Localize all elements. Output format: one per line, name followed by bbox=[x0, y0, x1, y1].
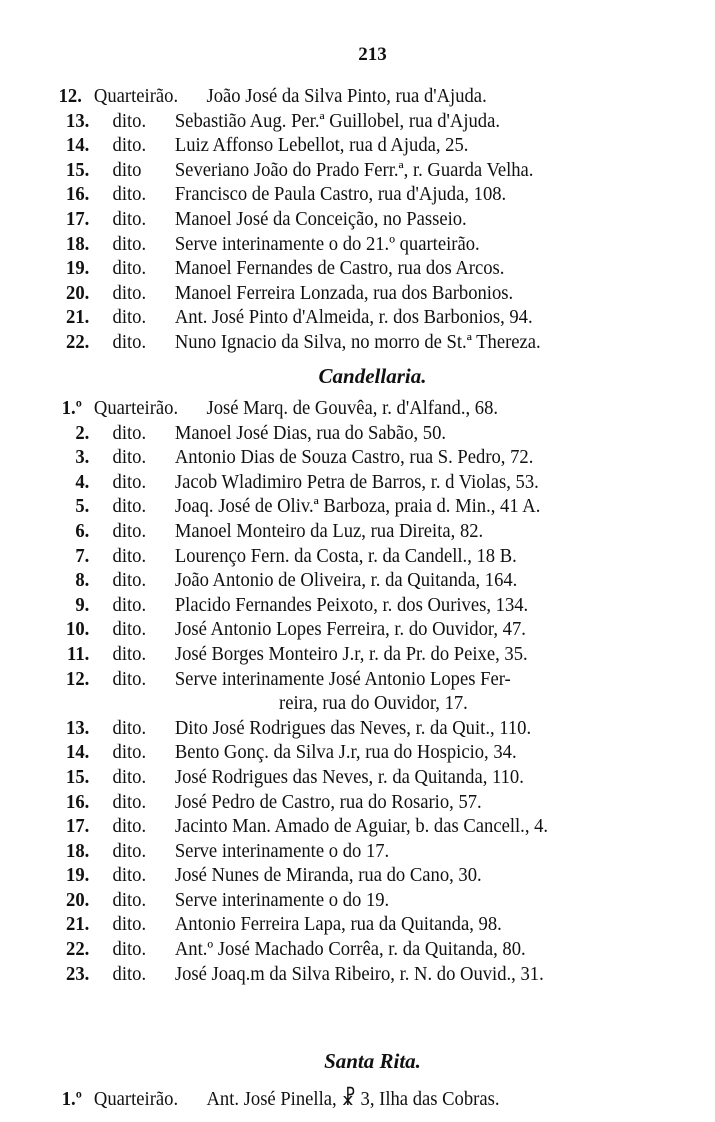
entry-text: Manoel José Dias, rua do Sabão, 50. bbox=[174, 421, 447, 444]
entry-number: 23. bbox=[66, 962, 90, 985]
entry-label: dito. bbox=[112, 815, 147, 838]
entry-label: Quarteirão. bbox=[93, 1088, 179, 1110]
entry-list-top bbox=[0, 84, 715, 355]
list-item bbox=[0, 814, 665, 839]
entry-text: Manoel Monteiro da Luz, rua Direita, 82. bbox=[174, 519, 484, 542]
entry-number: 3. bbox=[75, 446, 90, 469]
entry-label: dito. bbox=[112, 888, 147, 911]
entry-text: José Rodrigues das Neves, r. da Quitanda, 110. bbox=[174, 765, 524, 788]
entry-label: dito. bbox=[112, 790, 147, 813]
list-item bbox=[0, 182, 665, 207]
entry-text: José Pedro de Castro, rua do Rosario, 57. bbox=[174, 790, 482, 813]
list-item bbox=[0, 84, 665, 109]
entry-number: 20. bbox=[66, 888, 90, 911]
entry-label: dito. bbox=[112, 962, 147, 985]
entry-number: 17. bbox=[66, 815, 90, 838]
page-number: 213 bbox=[358, 44, 387, 65]
list-item bbox=[0, 133, 665, 158]
entry-label: dito. bbox=[112, 446, 147, 469]
entry-number: 2. bbox=[75, 421, 90, 444]
entry-text: Lourenço Fern. da Costa, r. da Candell., 18 B. bbox=[174, 544, 517, 567]
entry-text: José Antonio Lopes Ferreira, r. do Ouvidor, 47. bbox=[174, 618, 526, 641]
entry-number: 13. bbox=[66, 109, 90, 132]
entry-text: Serve interinamente o do 21.º quarteirão. bbox=[174, 232, 480, 255]
entry-number: 22. bbox=[66, 330, 90, 353]
entry-text: Manoel Fernandes de Castro, rua dos Arcos. bbox=[174, 257, 505, 280]
entry-text: Serve interinamente o do 19. bbox=[174, 888, 390, 911]
entry-label: dito. bbox=[112, 134, 147, 157]
entry-label: dito. bbox=[112, 470, 147, 493]
list-item bbox=[0, 617, 665, 642]
entry-text: Ant. José Pinto d'Almeida, r. dos Barbonios, 94. bbox=[174, 306, 533, 329]
entry-label: dito. bbox=[112, 544, 147, 567]
entry-text: Sebastião Aug. Per.ª Guillobel, rua d'Ajuda. bbox=[174, 109, 501, 132]
list-item bbox=[0, 519, 665, 544]
entry-label: dito. bbox=[112, 864, 147, 887]
entry-number: 14. bbox=[66, 134, 90, 157]
list-item bbox=[0, 740, 665, 765]
entry-label: dito. bbox=[112, 839, 147, 862]
entry-number: 15. bbox=[66, 158, 90, 181]
list-item bbox=[0, 863, 665, 888]
entry-text: Ant.º José Machado Corrêa, r. da Quitanda, 80. bbox=[174, 938, 526, 961]
list-item bbox=[0, 1087, 665, 1112]
list-item bbox=[0, 494, 665, 519]
entry-label: dito. bbox=[112, 618, 147, 641]
entry-label: dito. bbox=[112, 765, 147, 788]
entry-number: 20. bbox=[66, 281, 90, 304]
entry-label: dito. bbox=[112, 330, 147, 353]
list-item bbox=[0, 544, 665, 569]
list-item bbox=[0, 642, 665, 667]
entry-label: dito. bbox=[112, 913, 147, 936]
entry-label: dito. bbox=[112, 183, 147, 206]
entry-number: 21. bbox=[66, 306, 90, 329]
entry-number: 10. bbox=[66, 618, 90, 641]
list-item bbox=[0, 790, 665, 815]
entry-label: dito. bbox=[112, 207, 147, 230]
list-item bbox=[0, 396, 665, 421]
entry-label: dito. bbox=[112, 109, 147, 132]
list-item bbox=[0, 593, 665, 618]
section-heading-santa-rita: Santa Rita. bbox=[324, 1049, 421, 1073]
entry-number: 17. bbox=[66, 207, 90, 230]
list-item bbox=[0, 109, 665, 134]
entry-number: 6. bbox=[75, 519, 90, 542]
entry-text: Jacinto Man. Amado de Aguiar, b. das Cancell., 4. bbox=[174, 815, 549, 838]
list-item bbox=[0, 716, 665, 741]
list-item bbox=[0, 962, 665, 987]
entry-number: 18. bbox=[66, 839, 90, 862]
entry-number: 13. bbox=[66, 716, 90, 739]
entry-number: 9. bbox=[75, 593, 90, 616]
entry-text: Luiz Affonso Lebellot, rua d Ajuda, 25. bbox=[174, 134, 469, 157]
entry-text: reira, rua do Ouvidor, 17. bbox=[279, 692, 468, 715]
entry-number: 15. bbox=[66, 765, 90, 788]
entry-number: 21. bbox=[66, 913, 90, 936]
list-item bbox=[0, 232, 665, 257]
entry-label: dito. bbox=[112, 495, 147, 518]
entry-text: Serve interinamente José Antonio Lopes Fer- bbox=[174, 667, 511, 690]
entry-number: 7. bbox=[75, 544, 90, 567]
list-item bbox=[0, 421, 665, 446]
entry-text: Antonio Ferreira Lapa, rua da Quitanda, 98. bbox=[174, 913, 502, 936]
entry-label: Quarteirão. bbox=[93, 397, 179, 419]
list-item bbox=[0, 445, 665, 470]
list-item bbox=[0, 470, 665, 495]
entry-number: 1.º bbox=[61, 397, 82, 419]
entry-label: dito. bbox=[112, 519, 147, 542]
entry-text: João Antonio de Oliveira, r. da Quitanda, 164. bbox=[174, 569, 518, 592]
entry-text: Placido Fernandes Peixoto, r. dos Ourives, 134. bbox=[174, 593, 529, 616]
entry-number: 12. bbox=[66, 667, 90, 690]
entry-text: Manoel José da Conceição, no Passeio. bbox=[174, 207, 467, 230]
entry-label: dito. bbox=[112, 716, 147, 739]
list-item bbox=[0, 765, 665, 790]
list-item bbox=[0, 667, 665, 692]
entry-label: dito. bbox=[112, 667, 147, 690]
entry-text: Nuno Ignacio da Silva, no morro de St.ª Thereza. bbox=[174, 330, 541, 353]
entry-text: Francisco de Paula Castro, rua d'Ajuda, 108. bbox=[174, 183, 507, 206]
entry-label: dito. bbox=[112, 281, 147, 304]
entry-label: dito. bbox=[112, 257, 147, 280]
entry-text: João José da Silva Pinto, rua d'Ajuda. bbox=[206, 85, 487, 107]
entry-text: Severiano João do Prado Ferr.ª, r. Guarda Velha. bbox=[174, 158, 534, 181]
list-item bbox=[0, 158, 665, 183]
entry-label: dito. bbox=[112, 421, 147, 444]
entry-label: Quarteirão. bbox=[93, 85, 179, 107]
entry-label: dito. bbox=[112, 741, 147, 764]
entry-list-santa-rita bbox=[0, 1087, 715, 1112]
list-item bbox=[0, 937, 665, 962]
entry-number: 12. bbox=[58, 85, 82, 107]
list-item bbox=[0, 912, 665, 937]
entry-text: José Joaq.m da Silva Ribeiro, r. N. do Ouvid., 31. bbox=[174, 962, 544, 985]
entry-text: José Borges Monteiro J.r, r. da Pr. do Peixe, 35. bbox=[174, 642, 528, 665]
entry-label: dito. bbox=[112, 232, 147, 255]
list-item bbox=[0, 305, 665, 330]
entry-number: 22. bbox=[66, 938, 90, 961]
entry-text: Serve interinamente o do 17. bbox=[174, 839, 390, 862]
entry-number: 19. bbox=[66, 864, 90, 887]
entry-number: 16. bbox=[66, 790, 90, 813]
entry-text: Manoel Ferreira Lonzada, rua dos Barbonios. bbox=[174, 281, 514, 304]
section-heading-candellaria: Candellaria. bbox=[318, 364, 427, 388]
list-item bbox=[0, 839, 665, 864]
entry-number: 11. bbox=[67, 642, 90, 665]
entry-text: José Nunes de Miranda, rua do Cano, 30. bbox=[174, 864, 482, 887]
entry-number: 14. bbox=[66, 741, 90, 764]
list-item bbox=[0, 281, 665, 306]
list-item bbox=[0, 568, 665, 593]
list-item bbox=[0, 256, 665, 281]
entry-number: 1.º bbox=[61, 1088, 82, 1110]
entry-number: 19. bbox=[66, 257, 90, 280]
entry-label: dito. bbox=[112, 306, 147, 329]
entry-text: Ant. José Pinella, ☧ 3, Ilha das Cobras. bbox=[206, 1088, 500, 1110]
entry-label: dito. bbox=[112, 938, 147, 961]
list-item bbox=[0, 207, 665, 232]
entry-text: Joaq. José de Oliv.ª Barboza, praia d. Min., 41 A. bbox=[174, 495, 541, 518]
entry-number: 16. bbox=[66, 183, 90, 206]
entry-label: dito bbox=[112, 158, 142, 181]
entry-text: Dito José Rodrigues das Neves, r. da Quit., 110. bbox=[174, 716, 532, 739]
entry-text: Jacob Wladimiro Petra de Barros, r. d Violas, 53. bbox=[174, 470, 539, 493]
entry-text: Antonio Dias de Souza Castro, rua S. Pedro, 72. bbox=[174, 446, 534, 469]
entry-number: 8. bbox=[75, 569, 90, 592]
entry-text: Bento Gonç. da Silva J.r, rua do Hospicio, 34. bbox=[174, 741, 517, 764]
entry-number: 5. bbox=[75, 495, 90, 518]
entry-label: dito. bbox=[112, 593, 147, 616]
entry-list-candellaria bbox=[0, 396, 715, 986]
entry-label: dito. bbox=[112, 642, 147, 665]
entry-text: José Marq. de Gouvêa, r. d'Alfand., 68. bbox=[206, 397, 499, 419]
entry-number: 4. bbox=[75, 470, 90, 493]
list-item bbox=[0, 691, 665, 716]
entry-label: dito. bbox=[112, 569, 147, 592]
list-item bbox=[0, 330, 665, 355]
list-item bbox=[0, 888, 665, 913]
entry-number: 18. bbox=[66, 232, 90, 255]
